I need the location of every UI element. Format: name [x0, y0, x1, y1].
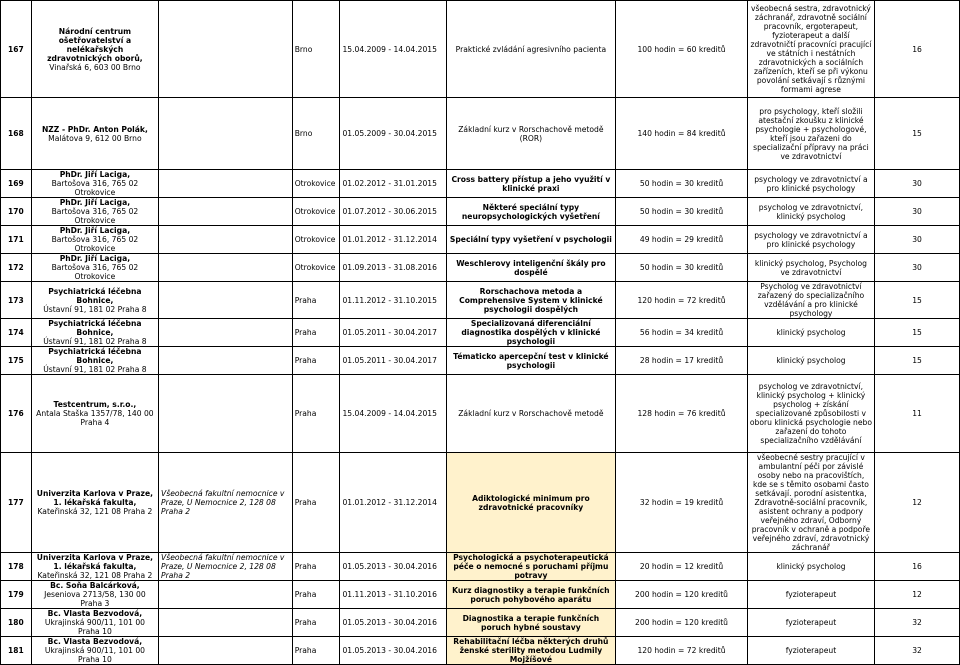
course-name: Základní kurz v Rorschachově metodě (ROR)	[446, 98, 616, 170]
provider-address: Bartošova 316, 765 02 Otrokovice	[51, 263, 139, 281]
hours-credits: 49 hodin = 29 kreditů	[616, 226, 748, 254]
target-group: klinický psycholog, Psycholog ve zdravotnictví	[747, 254, 874, 282]
city: Praha	[292, 453, 340, 553]
date-range: 01.02.2012 - 31.01.2015	[340, 170, 446, 198]
date-range: 15.04.2009 - 14.04.2015	[340, 1, 446, 98]
capacity: 12	[875, 581, 960, 609]
date-range: 01.11.2013 - 31.10.2016	[340, 581, 446, 609]
target-group: fyzioterapeut	[747, 637, 874, 665]
provider-address: Ústavní 91, 181 02 Praha 8	[43, 365, 147, 374]
course-name: Kurz diagnostiky a terapie funkčních poruch pohybového aparátu	[446, 581, 616, 609]
capacity: 16	[875, 553, 960, 581]
hours-credits: 128 hodin = 76 kreditů	[616, 375, 748, 453]
provider-cell	[31, 609, 158, 637]
target-group: klinický psycholog	[747, 553, 874, 581]
city: Praha	[292, 347, 340, 375]
provider-address: Ukrajinská 900/11, 101 00 Praha 10	[44, 618, 145, 636]
row-number: 170	[1, 198, 32, 226]
capacity: 16	[875, 1, 960, 98]
capacity: 32	[875, 637, 960, 665]
provider-cell	[31, 226, 158, 254]
training-place	[159, 226, 293, 254]
training-place: Všeobecná fakultní nemocnice v Praze, U Nemocnice 2, 128 08 Praha 2	[159, 553, 293, 581]
course-name: Cross battery přístup a jeho využití v klinické praxi	[446, 170, 616, 198]
capacity: 15	[875, 282, 960, 319]
hours-credits: 120 hodin = 72 kreditů	[616, 282, 748, 319]
hours-credits: 20 hodin = 12 kreditů	[616, 553, 748, 581]
provider-name: Univerzita Karlova v Praze, 1. lékařská fakulta,	[36, 489, 153, 507]
hours-credits: 50 hodin = 30 kreditů	[616, 198, 748, 226]
date-range: 01.11.2012 - 31.10.2015	[340, 282, 446, 319]
table-row	[1, 609, 960, 637]
table-row	[1, 254, 960, 282]
row-number: 178	[1, 553, 32, 581]
provider-name: PhDr. Jiří Laciga,	[59, 198, 131, 207]
table-row	[1, 581, 960, 609]
capacity: 30	[875, 254, 960, 282]
table-row	[1, 453, 960, 553]
city: Brno	[292, 98, 340, 170]
row-number: 167	[1, 1, 32, 98]
provider-name: Bc. Vlasta Bezvodová,	[47, 609, 143, 618]
target-group: psycholog ve zdravotnictví, klinický psycholog	[747, 198, 874, 226]
provider-address: Malátova 9, 612 00 Brno	[48, 133, 142, 143]
hours-credits: 100 hodin = 60 kreditů	[616, 1, 748, 98]
provider-name: PhDr. Jiří Laciga,	[59, 254, 131, 263]
capacity: 15	[875, 319, 960, 347]
provider-name: Národní centrum ošetřovatelství a nelékařských zdravotnických oborů,	[47, 26, 143, 63]
date-range: 01.05.2013 - 30.04.2016	[340, 637, 446, 665]
hours-credits: 28 hodin = 17 kreditů	[616, 347, 748, 375]
city: Otrokovice	[292, 170, 340, 198]
city: Praha	[292, 553, 340, 581]
provider-cell	[31, 98, 158, 170]
city: Praha	[292, 282, 340, 319]
city: Otrokovice	[292, 254, 340, 282]
target-group: psychology ve zdravotnictví a pro klinické psychology	[747, 226, 874, 254]
row-number: 174	[1, 319, 32, 347]
hours-credits: 50 hodin = 30 kreditů	[616, 170, 748, 198]
date-range: 01.05.2013 - 30.04.2016	[340, 609, 446, 637]
row-number: 169	[1, 170, 32, 198]
training-place	[159, 1, 293, 98]
training-place	[159, 347, 293, 375]
date-range: 01.01.2012 - 31.12.2014	[340, 453, 446, 553]
provider-address: Ústavní 91, 181 02 Praha 8	[43, 337, 147, 346]
training-place	[159, 637, 293, 665]
date-range: 01.05.2011 - 30.04.2017	[340, 319, 446, 347]
provider-cell	[31, 581, 158, 609]
provider-address: Ukrajinská 900/11, 101 00 Praha 10	[44, 646, 145, 664]
course-name: Rehabilitační léčba některých druhů ženské sterility metodou Ludmily Mojžíšové	[446, 637, 616, 665]
provider-address: Antala Staška 1357/78, 140 00 Praha 4	[36, 409, 154, 427]
provider-name: Testcentrum, s.r.o.,	[53, 400, 137, 409]
hours-credits: 200 hodin = 120 kreditů	[616, 609, 748, 637]
provider-address: Ústavní 91, 181 02 Praha 8	[43, 304, 147, 314]
target-group: psycholog ve zdravotnictví, klinický psycholog + klinický psycholog + získání specializované způsobilosti v oboru klinická psychologie nebo zařazení do tohoto specializačního vzdělávání	[747, 375, 874, 453]
row-number: 168	[1, 98, 32, 170]
row-number: 181	[1, 637, 32, 665]
provider-cell	[31, 637, 158, 665]
table-row	[1, 1, 960, 98]
provider-address: Jeseniova 2713/58, 130 00 Praha 3	[44, 590, 146, 608]
row-number: 171	[1, 226, 32, 254]
provider-cell	[31, 254, 158, 282]
target-group: klinický psycholog	[747, 347, 874, 375]
city: Praha	[292, 637, 340, 665]
target-group: klinický psycholog	[747, 319, 874, 347]
training-place	[159, 170, 293, 198]
training-place	[159, 375, 293, 453]
training-place: Všeobecná fakultní nemocnice v Praze, U Nemocnice 2, 128 08 Praha 2	[159, 453, 293, 553]
capacity: 11	[875, 375, 960, 453]
capacity: 12	[875, 453, 960, 553]
capacity: 30	[875, 226, 960, 254]
capacity: 30	[875, 198, 960, 226]
course-name: Praktické zvládání agresivního pacienta	[446, 1, 616, 98]
course-name: Tématicko apercepční test v klinické psychologii	[446, 347, 616, 375]
table-row	[1, 347, 960, 375]
table-row	[1, 198, 960, 226]
provider-name: Bc. Vlasta Bezvodová,	[47, 637, 143, 646]
provider-cell	[31, 170, 158, 198]
provider-name: PhDr. Jiří Laciga,	[59, 226, 131, 235]
date-range: 01.01.2012 - 31.12.2014	[340, 226, 446, 254]
city: Praha	[292, 609, 340, 637]
row-number: 179	[1, 581, 32, 609]
capacity: 32	[875, 609, 960, 637]
training-place	[159, 282, 293, 319]
date-range: 01.05.2011 - 30.04.2017	[340, 347, 446, 375]
target-group: Psycholog ve zdravotnictví zařazený do specializačního vzdělávání a pro klinické psychology	[747, 282, 874, 319]
table-row	[1, 98, 960, 170]
row-number: 176	[1, 375, 32, 453]
provider-name: NZZ - PhDr. Anton Polák,	[41, 124, 148, 134]
course-name: Specializovaná diferenciální diagnostika dospělých v klinické psychologii	[446, 319, 616, 347]
date-range: 01.09.2013 - 31.08.2016	[340, 254, 446, 282]
capacity: 15	[875, 98, 960, 170]
row-number: 180	[1, 609, 32, 637]
course-name: Diagnostika a terapie funkčních poruch hybné soustavy	[446, 609, 616, 637]
provider-address: Bartošova 316, 765 02 Otrokovice	[51, 179, 139, 197]
row-number: 173	[1, 282, 32, 319]
training-place	[159, 319, 293, 347]
city: Praha	[292, 375, 340, 453]
table-row	[1, 319, 960, 347]
provider-name: Psychiatrická léčebna Bohnice,	[48, 347, 142, 365]
provider-name: Bc. Soňa Balcárková,	[50, 581, 140, 590]
course-name: Základní kurz v Rorschachově metodě	[446, 375, 616, 453]
hours-credits: 200 hodin = 120 kreditů	[616, 581, 748, 609]
date-range: 15.04.2009 - 14.04.2015	[340, 375, 446, 453]
provider-cell	[31, 553, 158, 581]
training-place	[159, 609, 293, 637]
course-name: Speciální typy vyšetření v psychologii	[446, 226, 616, 254]
target-group: všeobecné sestry pracující v ambulantní péči por závislé osoby nebo na pracovištích, kde se s těmito osobami často setkávají. porodní asistentka, Zdravotně-sociální pracovník, asistent ochrany a podpory veřejného zdraví, Odborný pracovník v ochraně a podpoře veřejného zdraví, zdravotnický záchranář	[747, 453, 874, 553]
course-name: Weschlerovy inteligenční škály pro dospělé	[446, 254, 616, 282]
provider-address: Kateřinská 32, 121 08 Praha 2	[37, 571, 153, 580]
provider-name: Univerzita Karlova v Praze, 1. lékařská fakulta,	[36, 553, 153, 571]
provider-cell	[31, 319, 158, 347]
provider-name: Psychiatrická léčebna Bohnice,	[48, 319, 142, 337]
provider-address: Bartošova 316, 765 02 Otrokovice	[51, 235, 139, 253]
table-row	[1, 170, 960, 198]
city: Praha	[292, 319, 340, 347]
target-group: psychology ve zdravotnictví a pro klinické psychology	[747, 170, 874, 198]
provider-name: Psychiatrická léčebna Bohnice,	[48, 286, 142, 305]
course-name: Psychologická a psychoterapeutická péče o nemocné s poruchami příjmu potravy	[446, 553, 616, 581]
provider-cell	[31, 375, 158, 453]
provider-cell	[31, 282, 158, 319]
table-row	[1, 553, 960, 581]
row-number: 175	[1, 347, 32, 375]
target-group: všeobecná sestra, zdravotnický záchranář, zdravotně sociální pracovník, ergoterapeut, fyzioterapeut a další zdravotničtí pracovníci pracující ve státních i nestátních zdravotnických a sociálních zařízeních, kteří se při výkonu povolání setkávají s různými formami agrese	[747, 1, 874, 98]
course-name: Adiktologické minimum pro zdravotnické pracovníky	[446, 453, 616, 553]
capacity: 30	[875, 170, 960, 198]
provider-address: Bartošova 316, 765 02 Otrokovice	[51, 207, 139, 225]
provider-cell	[31, 198, 158, 226]
city: Praha	[292, 581, 340, 609]
course-name: Rorschachova metoda a Comprehensive System v klinické psychologii dospělých	[446, 282, 616, 319]
provider-cell	[31, 1, 158, 98]
hours-credits: 32 hodin = 19 kreditů	[616, 453, 748, 553]
course-name: Některé speciální typy neuropsychologických vyšetření	[446, 198, 616, 226]
hours-credits: 140 hodin = 84 kreditů	[616, 98, 748, 170]
target-group: pro psychology, kteří složili atestační zkoušku z klinické psychologie + psychologové, kteří jsou zařazeni do specializační přípravy na práci ve zdravotnictví	[747, 98, 874, 170]
date-range: 01.07.2012 - 30.06.2015	[340, 198, 446, 226]
hours-credits: 120 hodin = 72 kreditů	[616, 637, 748, 665]
target-group: fyzioterapeut	[747, 581, 874, 609]
date-range: 01.05.2009 - 30.04.2015	[340, 98, 446, 170]
hours-credits: 56 hodin = 34 kreditů	[616, 319, 748, 347]
training-place	[159, 198, 293, 226]
table-row	[1, 226, 960, 254]
city: Otrokovice	[292, 198, 340, 226]
row-number: 177	[1, 453, 32, 553]
provider-address: Vinařská 6, 603 00 Brno	[49, 62, 141, 72]
date-range: 01.05.2013 - 30.04.2016	[340, 553, 446, 581]
table-row	[1, 637, 960, 665]
row-number: 172	[1, 254, 32, 282]
provider-name: PhDr. Jiří Laciga,	[59, 170, 131, 179]
target-group: fyzioterapeut	[747, 609, 874, 637]
table-row	[1, 375, 960, 453]
table-row	[1, 282, 960, 319]
training-place	[159, 581, 293, 609]
hours-credits: 50 hodin = 30 kreditů	[616, 254, 748, 282]
provider-cell	[31, 453, 158, 553]
capacity: 15	[875, 347, 960, 375]
city: Brno	[292, 1, 340, 98]
provider-address: Kateřinská 32, 121 08 Praha 2	[37, 507, 153, 516]
training-place	[159, 254, 293, 282]
training-place	[159, 98, 293, 170]
provider-cell	[31, 347, 158, 375]
city: Otrokovice	[292, 226, 340, 254]
